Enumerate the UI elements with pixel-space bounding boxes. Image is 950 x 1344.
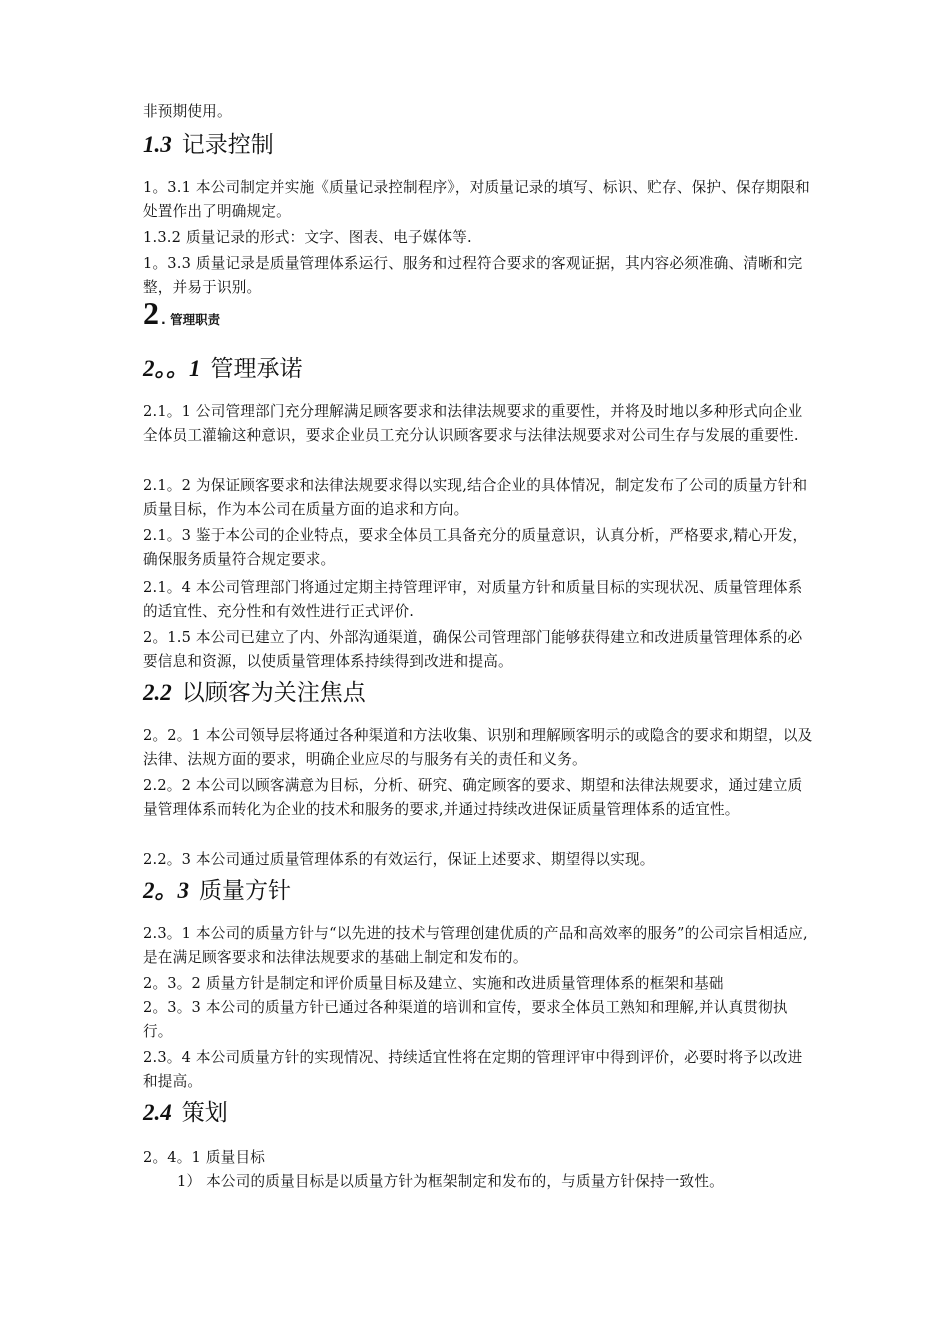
paragraph: 2.3。4 本公司质量方针的实现情况、持续适宜性将在定期的管理评审中得到评价，必要时将予以改进和提高。 <box>143 1049 803 1090</box>
paragraph: 2.1。3 鉴于本公司的企业特点，要求全体员工具备充分的质量意识，认真分析，严格要求,精心开发，确保服务质量符合规定要求。 <box>143 527 808 568</box>
paragraph: 1。3.1 本公司制定并实施《质量记录控制程序》，对质量记录的填写、标识、贮存、保护、保存期限和处置作出了明确规定。 <box>143 179 810 220</box>
section-title: 管理承诺 <box>210 356 303 382</box>
section-heading-2-2 <box>143 678 366 708</box>
paragraph: 2.3。1 本公司的质量方针与“以先进的技术与管理创建优质的产品和高效率的服务”的公司宗旨相适应,是在满足顾客要求和法律法规要求的基础上制定和发布的。 <box>143 925 808 966</box>
paragraph: 2.2。3 本公司通过质量管理体系的有效运行，保证上述要求、期望得以实现。 <box>143 851 655 868</box>
paragraph: 2.1。4 本公司管理部门将通过定期主持管理评审，对质量方针和质量目标的实现状况、质量管理体系的适宜性、充分性和有效性进行正式评价. <box>143 579 803 620</box>
section-title: 以顾客为关注焦点 <box>181 680 366 706</box>
paragraph: 2。3。2 质量方针是制定和评价质量目标及建立、实施和改进质量管理体系的框架和基础 <box>143 975 724 992</box>
paragraph: 2。4。1 质量目标 <box>143 1149 266 1166</box>
chapter-title: . 管理职责 <box>161 312 221 327</box>
section-title: 记录控制 <box>181 132 274 158</box>
paragraph: 2.2。2 本公司以顾客满意为目标，分析、研究、确定顾客的要求、期望和法律法规要求，通过建立质量管理体系而转化为企业的技术和服务的要求,并通过持续改进保证质量管理体系的适宜性。 <box>143 777 803 818</box>
section-number: 2。3 <box>143 878 189 903</box>
paragraph: 2.1。2 为保证顾客要求和法律法规要求得以实现,结合企业的具体情况，制定发布了公司的质量方针和质量目标，作为本公司在质量方面的追求和方向。 <box>143 477 808 518</box>
section-number: 2.2 <box>143 680 172 705</box>
chapter-number: 2 <box>143 295 159 331</box>
paragraph: 2.1。1 公司管理部门充分理解满足顾客要求和法律法规要求的重要性，并将及时地以多种形式向企业全体员工灌输这种意识，要求企业员工充分认识顾客要求与法律法规要求对公司生存与发展的重要性. <box>143 403 803 444</box>
section-title: 策划 <box>181 1100 228 1126</box>
section-heading-2-3 <box>143 876 291 906</box>
paragraph: 1。3.3 质量记录是质量管理体系运行、服务和过程符合要求的客观证据，其内容必须准确、清晰和完整，并易于识别。 <box>143 255 803 296</box>
paragraph: 2。1.5 本公司已建立了内、外部沟通渠道，确保公司管理部门能够获得建立和改进质量管理体系的必要信息和资源，以使质量管理体系持续得到改进和提高。 <box>143 629 803 670</box>
chapter-heading-2 <box>143 294 220 332</box>
section-number: 1.3 <box>143 132 172 157</box>
section-heading-2-4 <box>143 1098 228 1128</box>
list-item: 1） 本公司的质量目标是以质量方针为框架制定和发布的，与质量方针保持一致性。 <box>177 1173 724 1190</box>
paragraph: 2。3。3 本公司的质量方针已通过各种渠道的培训和宣传，要求全体员工熟知和理解,并认真贯彻执行。 <box>143 999 788 1040</box>
paragraph: 非预期使用。 <box>143 103 232 120</box>
paragraph: 1.3.2 质量记录的形式：文字、图表、电子媒体等. <box>143 229 472 246</box>
section-heading-1-3 <box>143 130 274 160</box>
paragraph: 2。2。1 本公司领导层将通过各种渠道和方法收集、识别和理解顾客明示的或隐含的要求和期望，以及法律、法规方面的要求，明确企业应尽的与服务有关的责任和义务。 <box>143 727 813 768</box>
section-heading-2-1 <box>143 354 303 384</box>
section-number: 2.4 <box>143 1100 172 1125</box>
section-title: 质量方针 <box>199 878 291 904</box>
section-number: 2。。1 <box>143 356 201 381</box>
